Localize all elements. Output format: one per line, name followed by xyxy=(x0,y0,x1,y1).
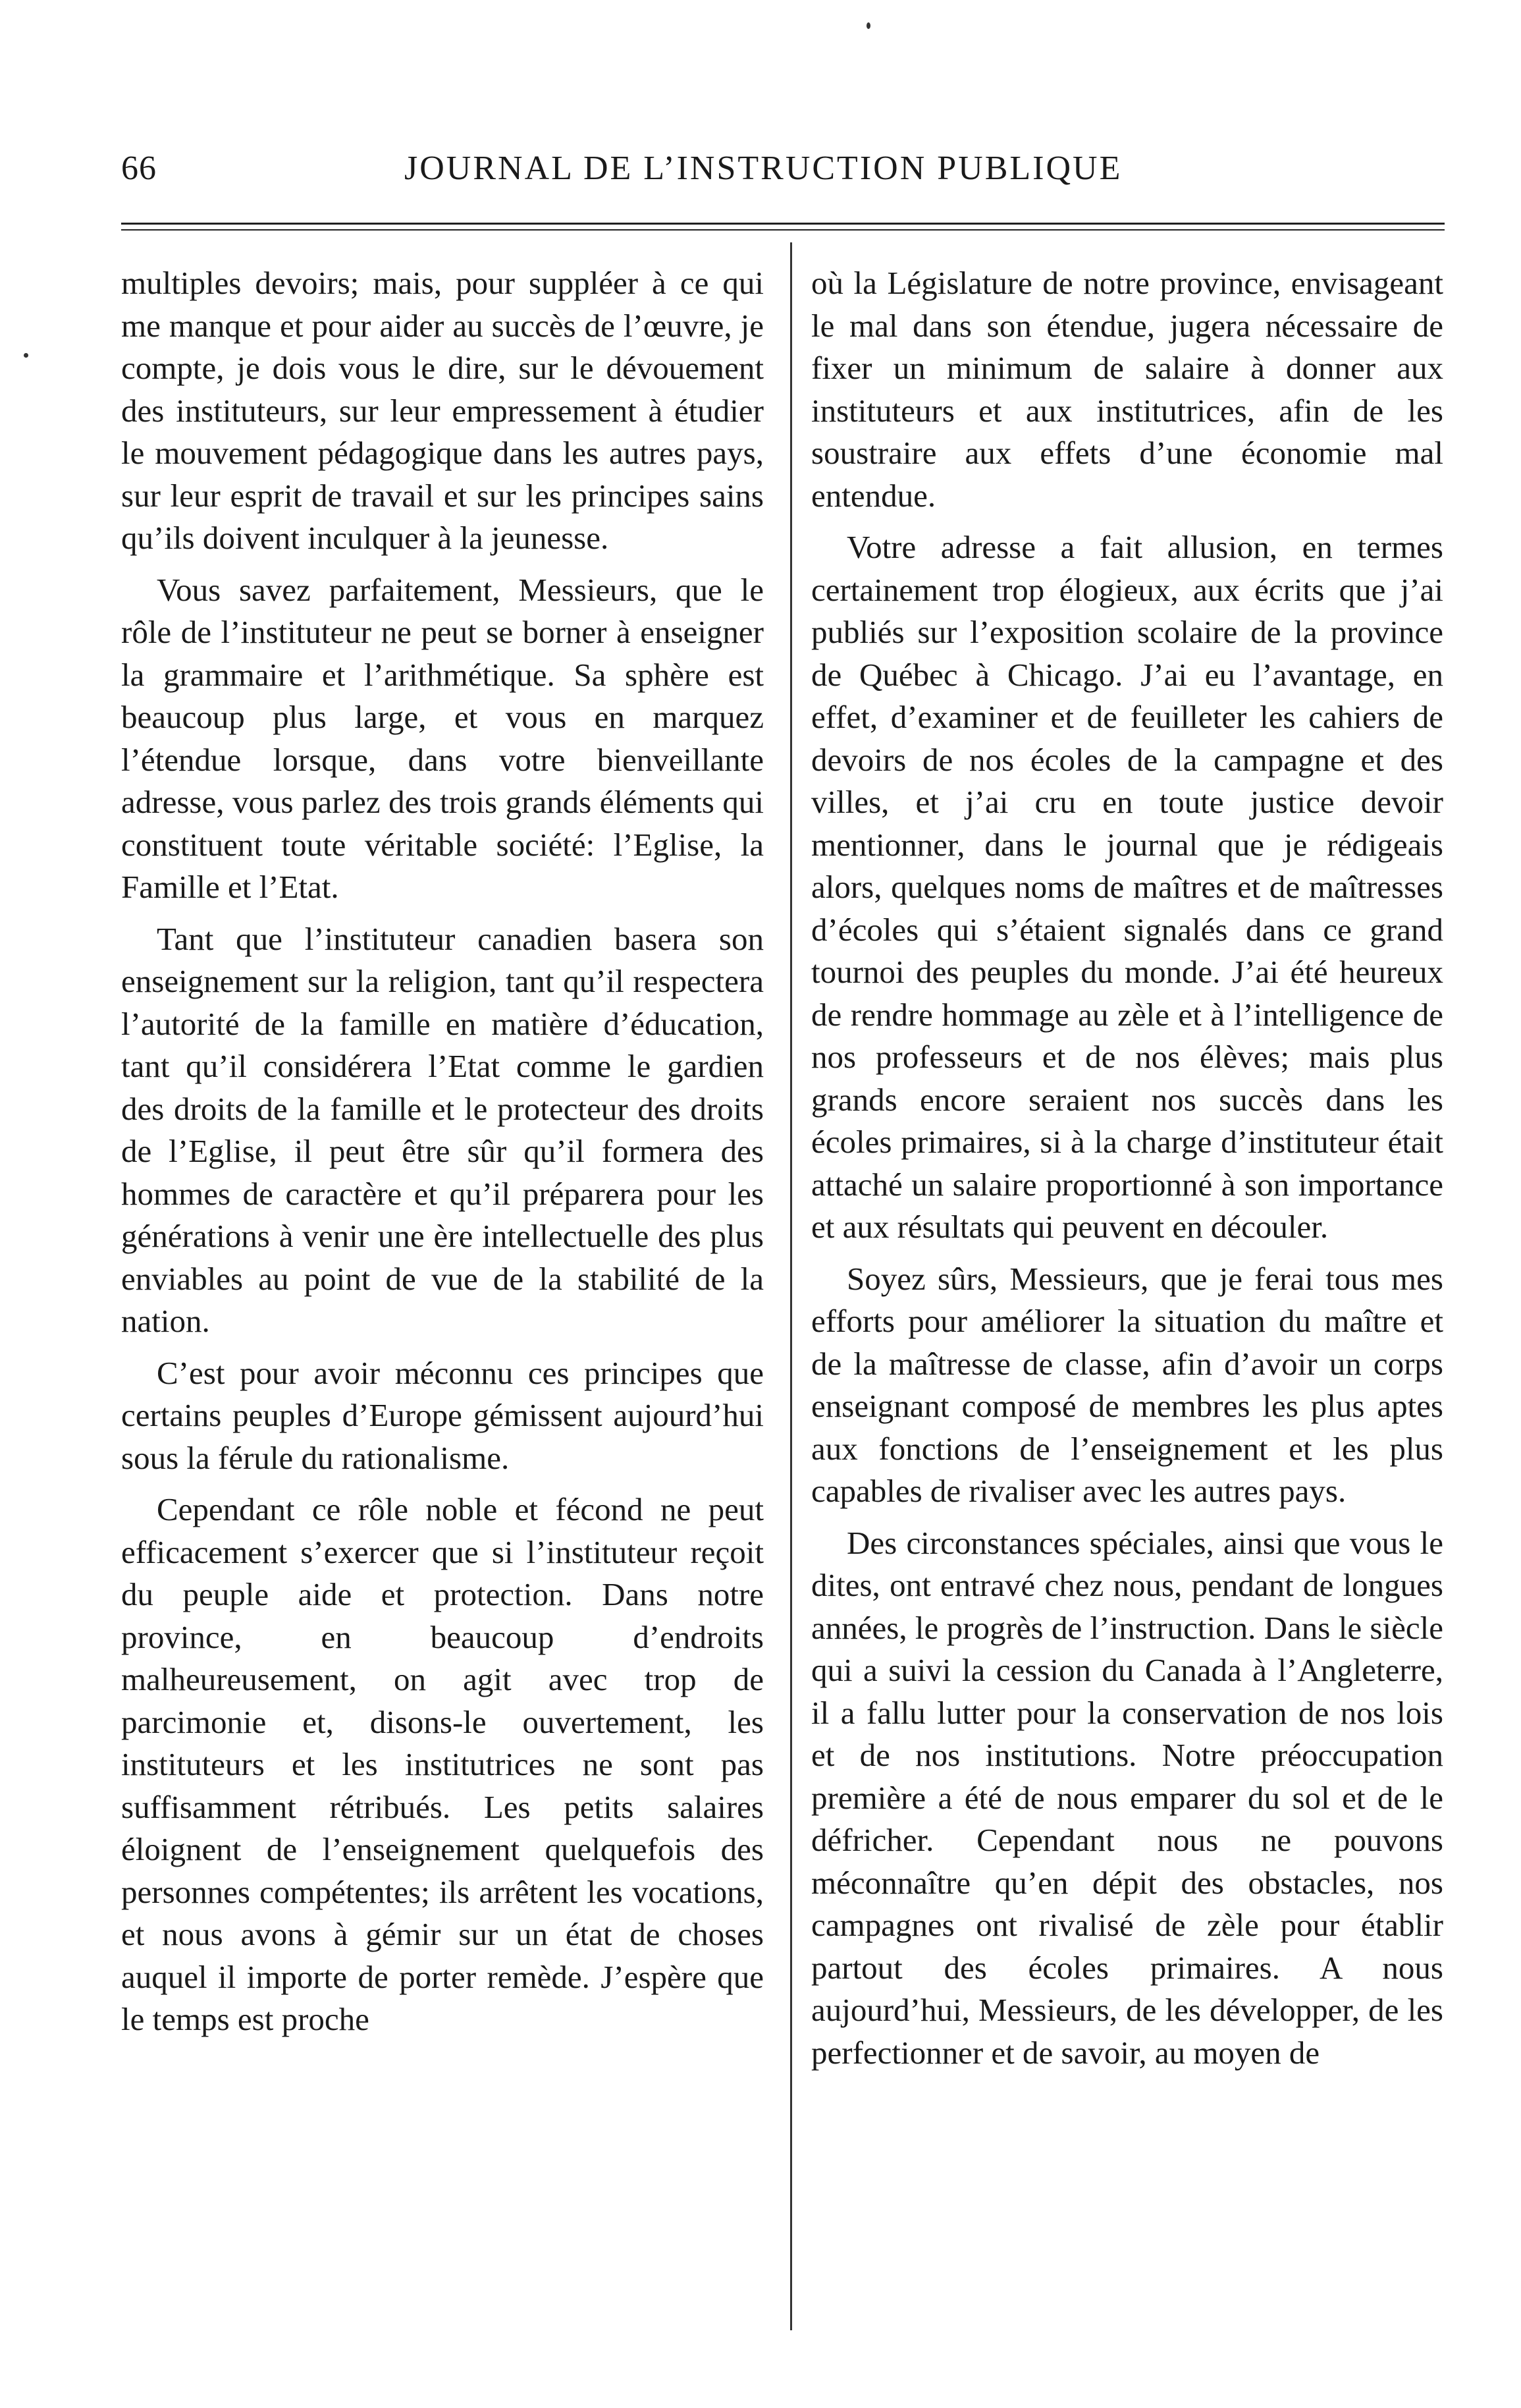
paragraph: Des circonstances spéciales, ainsi que vous le dites, ont entravé chez nous, pendant de longues années, le progrès de l’instruction. Dans le siècle qui a suivi la cession du Canada à l’Angleterre, il a fallu lutter pour la conservation de nos lois et de nos institutions. Notre préoccupation première a été de nous emparer du sol et de le défricher. Cependant nous ne pouvons méconnaître qu’en dépit des obstacles, nos campagnes ont rivalisé de zèle pour établir partout des écoles primaires. A nous aujourd’hui, Messieurs, de les développer, de les perfectionner et de savoir, au moyen de xyxy=(811,1524,1443,2071)
header-rule xyxy=(121,223,1445,225)
left-column xyxy=(121,262,764,2041)
paragraph: Tant que l’instituteur canadien basera son enseignement sur la religion, tant qu’il respectera l’autorité de la famille en matière d’éducation, tant qu’il considérera l’Etat comme le gardien des droits de la famille et le protecteur des droits de l’Eglise, il peut être sûr qu’il formera des hommes de caractère et qu’il préparera pour les générations à venir une ère intellectuelle des plus enviables au point de vue de la stabilité de la nation. xyxy=(121,920,764,1339)
right-column xyxy=(811,262,1443,2074)
paragraph: Votre adresse a fait allusion, en termes certainement trop élogieux, aux écrits que j’ai publiés sur l’exposition scolaire de la province de Québec à Chicago. J’ai eu l’avantage, en effet, d’examiner et de feuilleter les cahiers de devoirs de nos écoles de la campagne et des villes, et j’ai cru en toute justice devoir mentionner, dans le journal que je rédigeais alors, quelques noms de maîtres et de maîtresses d’écoles qui s’étaient signalés dans ce grand tournoi des peuples du monde. J’ai été heureux de rendre hommage au zèle et à l’intelligence de nos professeurs et de nos élèves; mais plus grands encore seraient nos succès dans les écoles primaires, si à la charge d’instituteur était attaché un salaire proportionné à son importance et aux résultats qui peuvent en découler. xyxy=(811,529,1443,1245)
page-number: 66 xyxy=(121,150,157,187)
column-divider xyxy=(790,242,792,2330)
page-header xyxy=(121,149,1392,202)
paragraph: Soyez sûrs, Messieurs, que je ferai tous mes efforts pour améliorer la situation du maître et de la maîtresse de classe, afin d’avoir un corps enseignant composé de membres les plus aptes aux fonctions de l’enseignement et les plus capables de rivaliser avec les autres pays. xyxy=(811,1260,1443,1509)
paragraph: Vous savez parfaitement, Messieurs, que le rôle de l’instituteur ne peut se borner à enseigner la grammaire et l’arithmétique. Sa sphère est beaucoup plus large, et vous en marquez l’étendue lorsque, dans votre bienveillante adresse, vous parlez des trois grands éléments qui constituent toute véritable société: l’Eglise, la Famille et l’Etat. xyxy=(121,571,764,905)
print-speck xyxy=(24,353,28,358)
paragraph: où la Législature de notre province, envisageant le mal dans son étendue, jugera nécessaire de fixer un minimum de salaire à donner aux instituteurs et aux institutrices, afin de les soustraire aux effets d’une économie mal entendue. xyxy=(811,265,1443,514)
print-speck xyxy=(867,22,870,29)
paragraph: Cependant ce rôle noble et fécond ne peut efficacement s’exercer que si l’instituteur reçoit du peuple aide et protection. Dans notre province, en beaucoup d’endroits malheureusement, on agit avec trop de parcimonie et, disons-le ouvertement, les instituteurs et les institutrices ne sont pas suffisamment rétribués. Les petits salaires éloignent de l’enseignement quelquefois des personnes compétentes; ils arrêtent les vocations, et nous avons à gémir sur un état de choses auquel il importe de porter remède. J’espère que le temps est proche xyxy=(121,1491,764,2037)
paragraph: multiples devoirs; mais, pour suppléer à ce qui me manque et pour aider au succès de l’œuvre, je compte, je dois vous le dire, sur le dévouement des instituteurs, sur leur empressement à étudier le mouvement pédagogique dans les autres pays, sur leur esprit de travail et sur les principes sains qu’ils doivent inculquer à la jeunesse. xyxy=(121,265,764,556)
header-rule-secondary xyxy=(121,229,1445,231)
running-title: JOURNAL DE L’INSTRUCTION PUBLIQUE xyxy=(404,150,1123,187)
paragraph: C’est pour avoir méconnu ces principes que certains peuples d’Europe gémissent aujourd’hui sous la férule du rationalisme. xyxy=(121,1354,764,1476)
